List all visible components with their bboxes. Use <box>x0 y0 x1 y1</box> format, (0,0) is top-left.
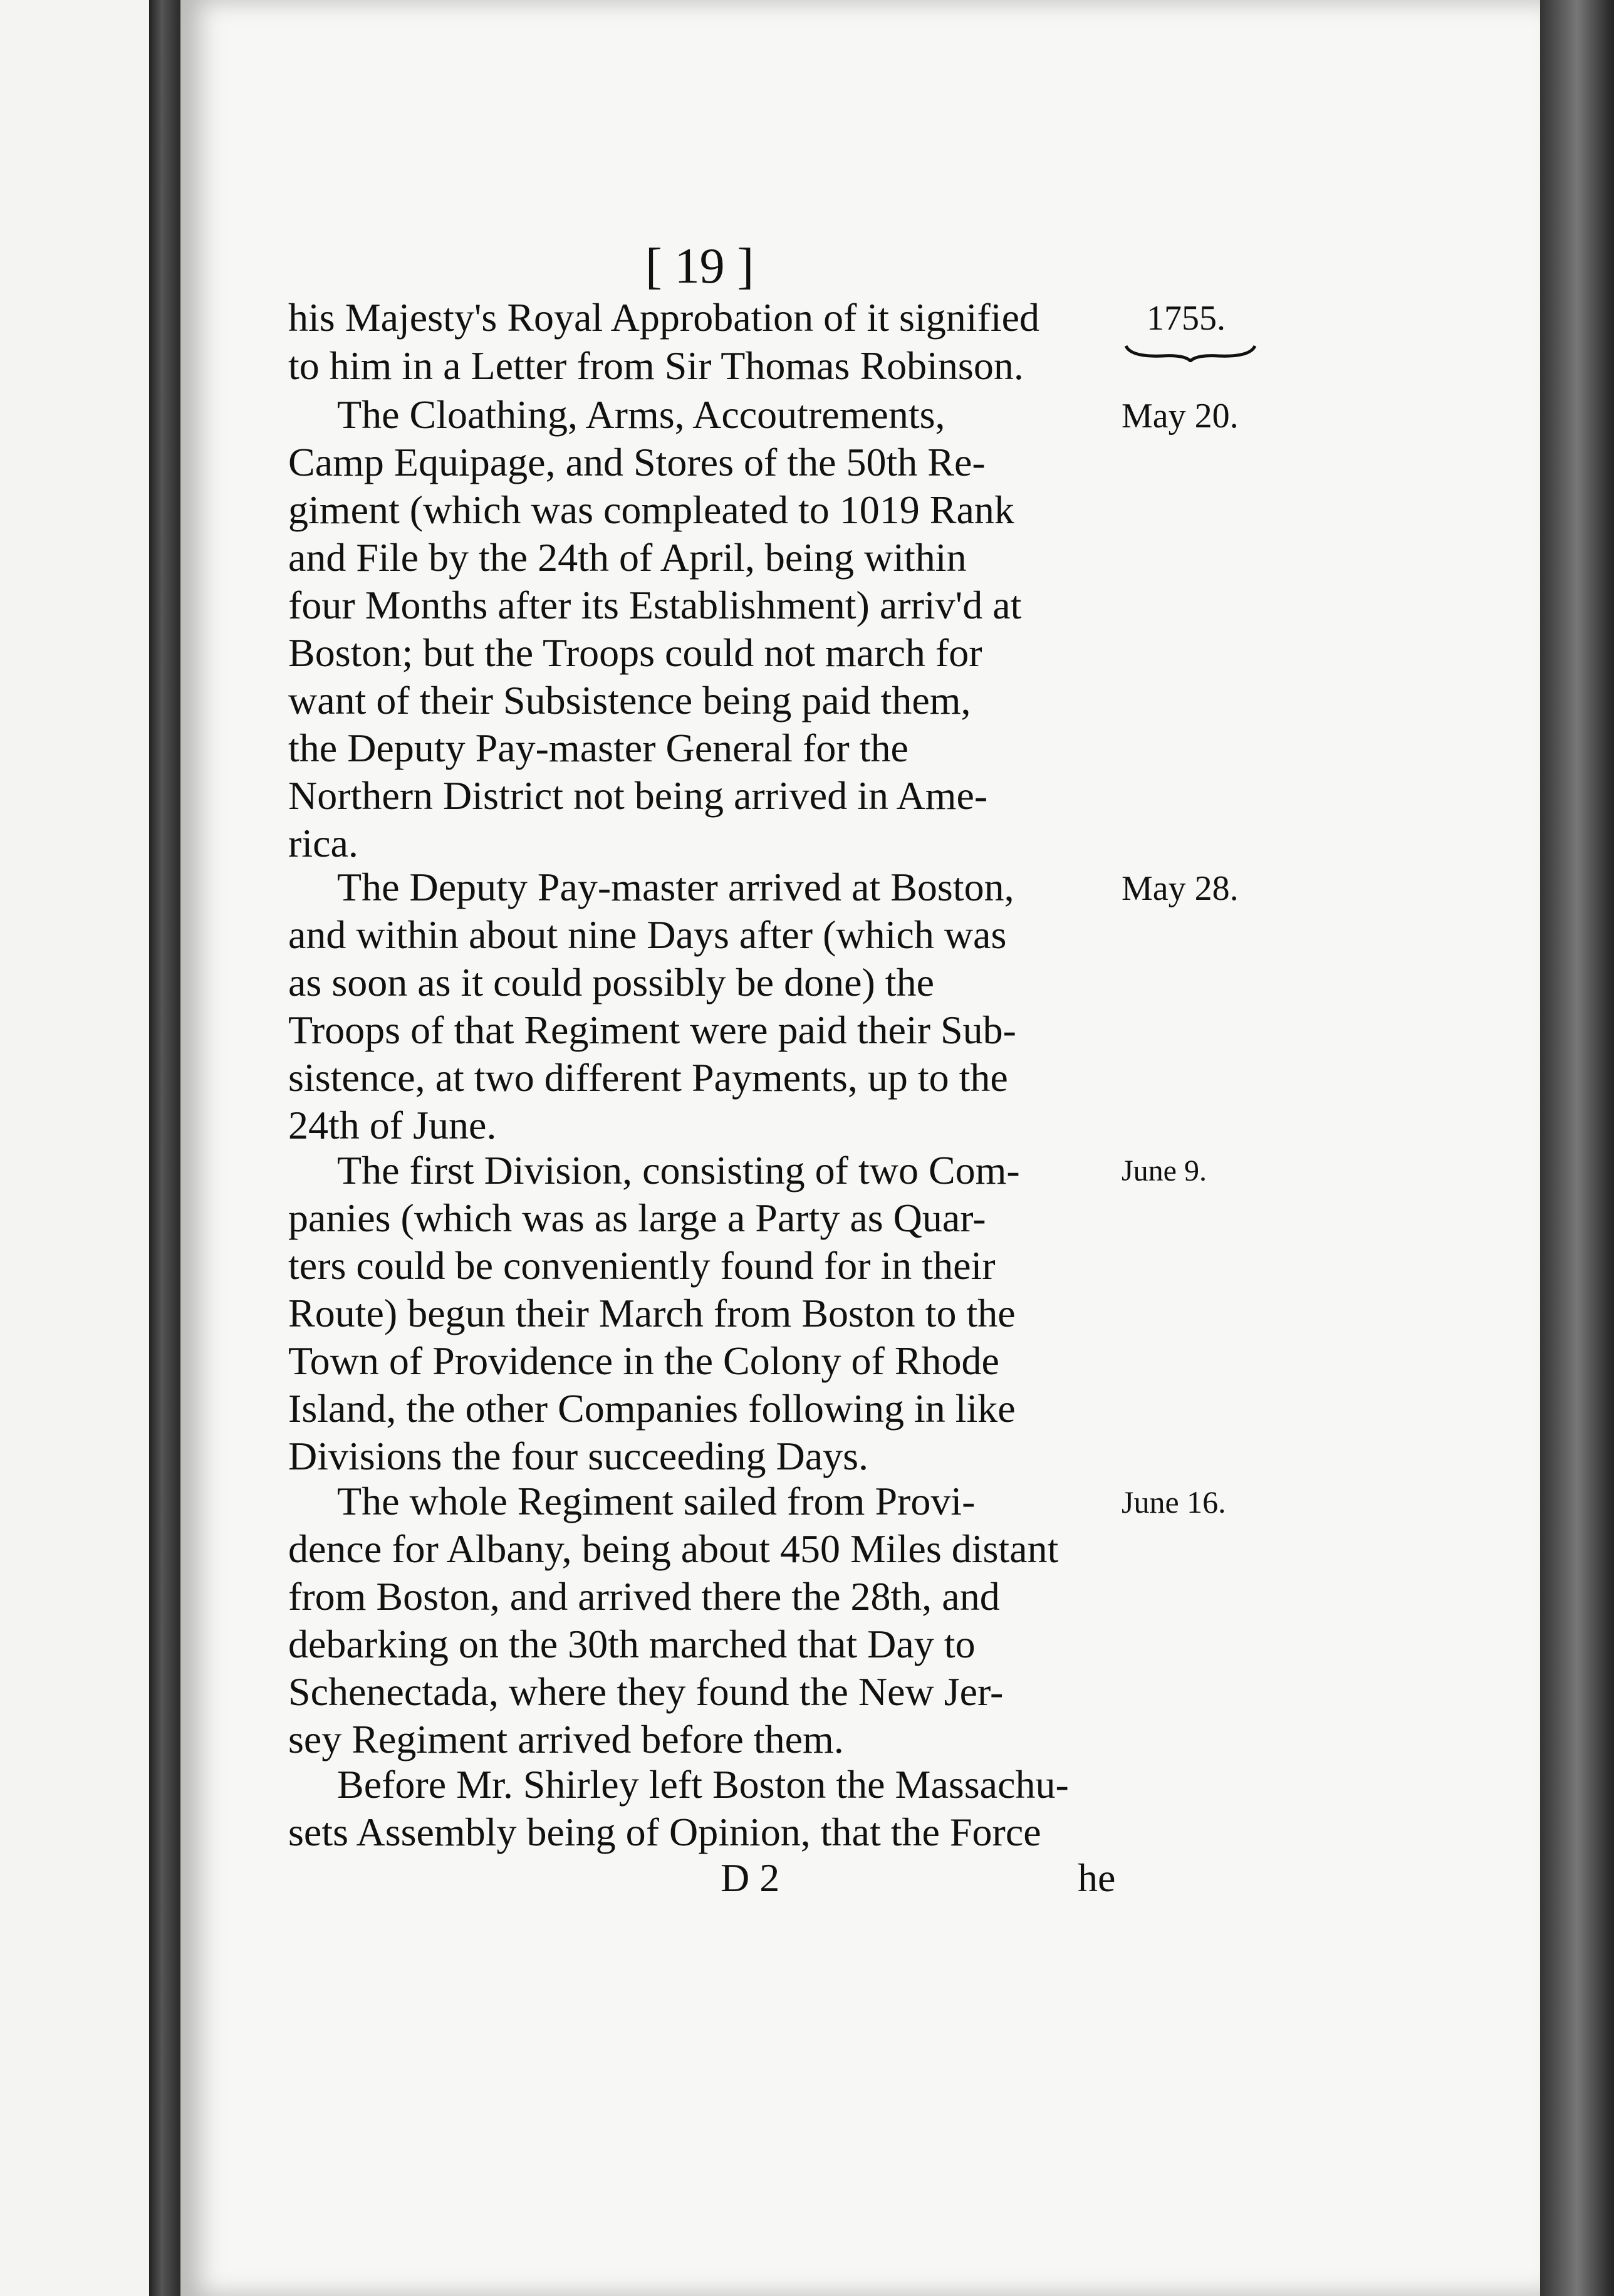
margin-note-date: May 28. <box>1122 869 1239 908</box>
text-line: his Majesty's Royal Approbation of it signified <box>288 295 1039 340</box>
text-line: The Deputy Pay-master arrived at Boston, <box>337 865 1014 909</box>
text-line: Town of Providence in the Colony of Rhode <box>288 1338 999 1383</box>
catchword: he <box>1078 1855 1116 1900</box>
left-page-edge <box>0 0 149 2296</box>
text-line: the Deputy Pay-master General for the <box>288 726 909 770</box>
text-line: and within about nine Days after (which was <box>288 912 1007 957</box>
text-line: four Months after its Establishment) arriv'd at <box>288 583 1022 627</box>
right-page-edge <box>1540 0 1614 2296</box>
text-line: sey Regiment arrived before them. <box>288 1717 844 1761</box>
text-line: Troops of that Regiment were paid their Sub- <box>288 1008 1016 1052</box>
text-line: Northern District not being arrived in Ame- <box>288 773 988 818</box>
brace-ornament <box>1125 343 1256 362</box>
text-line: want of their Subsistence being paid them, <box>288 678 971 723</box>
text-line: to him in a Letter from Sir Thomas Robinson. <box>288 343 1024 388</box>
text-line: and File by the 24th of April, being within <box>288 535 967 580</box>
text-line: Before Mr. Shirley left Boston the Massachu- <box>337 1762 1069 1807</box>
margin-note-date: May 20. <box>1122 397 1239 436</box>
text-line: panies (which was as large a Party as Quar- <box>288 1196 986 1240</box>
page-number: [ 19 ] <box>645 239 754 294</box>
text-line: The first Division, consisting of two Com- <box>337 1148 1020 1192</box>
book-gutter <box>149 0 180 2296</box>
text-line: Divisions the four succeeding Days. <box>288 1434 869 1478</box>
text-line: sets Assembly being of Opinion, that the Force <box>288 1810 1041 1854</box>
text-line: Schenectada, where they found the New Jer- <box>288 1669 1004 1714</box>
text-line: Boston; but the Troops could not march for <box>288 630 982 675</box>
text-line: ters could be conveniently found for in their <box>288 1243 996 1288</box>
margin-note-year: 1755. <box>1147 299 1226 338</box>
margin-note-date: June 9. <box>1122 1154 1207 1187</box>
text-line: The whole Regiment sailed from Provi- <box>337 1479 976 1523</box>
text-line: The Cloathing, Arms, Accoutrements, <box>337 392 945 437</box>
text-line: Island, the other Companies following in like <box>288 1386 1016 1431</box>
margin-note-date: June 16. <box>1122 1485 1226 1520</box>
text-line: giment (which was compleated to 1019 Rank <box>288 488 1014 532</box>
text-line: 24th of June. <box>288 1103 497 1147</box>
text-line: rica. <box>288 821 358 865</box>
text-line: Route) begun their March from Boston to the <box>288 1291 1016 1335</box>
text-line: as soon as it could possibly be done) the <box>288 960 934 1004</box>
text-line: dence for Albany, being about 450 Miles distant <box>288 1526 1059 1571</box>
text-line: from Boston, and arrived there the 28th, and <box>288 1574 1000 1619</box>
text-line: debarking on the 30th marched that Day to <box>288 1622 976 1666</box>
text-line: Camp Equipage, and Stores of the 50th Re- <box>288 440 986 484</box>
signature-mark: D 2 <box>721 1855 780 1900</box>
text-line: sistence, at two different Payments, up to the <box>288 1055 1008 1100</box>
